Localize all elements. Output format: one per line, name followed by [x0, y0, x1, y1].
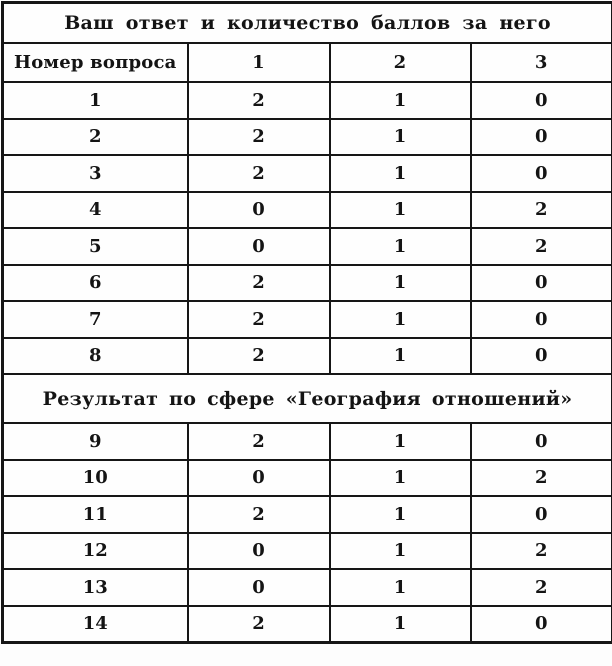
- score-cell: 1: [330, 228, 471, 265]
- score-cell: 0: [188, 533, 330, 570]
- score-cell: 2: [188, 606, 330, 643]
- score-cell: 1: [330, 533, 471, 570]
- score-cell: 1: [330, 496, 471, 533]
- table-row: [3, 155, 612, 192]
- table-row: [3, 119, 612, 156]
- header-question-number: Номер вопроса: [3, 43, 188, 82]
- score-cell: 0: [188, 228, 330, 265]
- score-cell: 1: [330, 423, 471, 460]
- score-cell: 0: [471, 338, 612, 375]
- table-title-row: [3, 3, 612, 44]
- question-number-cell: 13: [3, 569, 188, 606]
- table-row: [3, 460, 612, 497]
- table-row: [3, 423, 612, 460]
- question-number-cell: 12: [3, 533, 188, 570]
- score-cell: 0: [471, 301, 612, 338]
- question-number-cell: 7: [3, 301, 188, 338]
- score-cell: 0: [471, 496, 612, 533]
- score-cell: 1: [330, 301, 471, 338]
- question-number-cell: 10: [3, 460, 188, 497]
- score-cell: 1: [330, 460, 471, 497]
- score-cell: 0: [188, 460, 330, 497]
- score-cell: 2: [188, 155, 330, 192]
- score-cell: 0: [471, 82, 612, 119]
- score-cell: 1: [330, 569, 471, 606]
- table-row: [3, 192, 612, 229]
- score-cell: 0: [471, 606, 612, 643]
- score-cell: 2: [188, 265, 330, 302]
- question-number-cell: 5: [3, 228, 188, 265]
- question-number-cell: 9: [3, 423, 188, 460]
- header-answer-3: 3: [471, 43, 612, 82]
- table-row: [3, 228, 612, 265]
- table-row: [3, 606, 612, 643]
- table-row: [3, 82, 612, 119]
- question-number-cell: 2: [3, 119, 188, 156]
- question-number-cell: 3: [3, 155, 188, 192]
- table-row: [3, 338, 612, 375]
- score-cell: 2: [188, 301, 330, 338]
- question-number-cell: 1: [3, 82, 188, 119]
- score-cell: 1: [330, 338, 471, 375]
- rows-part1: [3, 82, 612, 374]
- rows-part2: [3, 423, 612, 643]
- score-cell: 2: [188, 423, 330, 460]
- score-cell: 0: [471, 119, 612, 156]
- question-number-cell: 11: [3, 496, 188, 533]
- header-answer-1: 1: [188, 43, 330, 82]
- score-cell: 0: [471, 155, 612, 192]
- table-header-row: [3, 43, 612, 82]
- score-cell: 2: [471, 192, 612, 229]
- table-row: [3, 496, 612, 533]
- score-cell: 2: [471, 460, 612, 497]
- header-answer-2: 2: [330, 43, 471, 82]
- table-row: [3, 533, 612, 570]
- table-row: [3, 569, 612, 606]
- score-cell: 0: [188, 192, 330, 229]
- question-number-cell: 14: [3, 606, 188, 643]
- score-cell: 2: [471, 228, 612, 265]
- question-number-cell: 4: [3, 192, 188, 229]
- question-number-cell: 8: [3, 338, 188, 375]
- table-row: [3, 265, 612, 302]
- score-cell: 2: [188, 338, 330, 375]
- section-title: Результат по сфере «География отношений»: [3, 374, 612, 423]
- score-cell: 1: [330, 606, 471, 643]
- score-cell: 1: [330, 192, 471, 229]
- score-cell: 1: [330, 82, 471, 119]
- score-cell: 1: [330, 119, 471, 156]
- score-cell: 2: [188, 119, 330, 156]
- question-number-cell: 6: [3, 265, 188, 302]
- score-cell: 0: [471, 423, 612, 460]
- table-row: [3, 301, 612, 338]
- score-cell: 2: [471, 533, 612, 570]
- score-cell: 2: [188, 496, 330, 533]
- section-title-row: [3, 374, 612, 423]
- score-cell: 1: [330, 265, 471, 302]
- score-cell: 2: [471, 569, 612, 606]
- score-cell: 2: [188, 82, 330, 119]
- table-title: Ваш ответ и количество баллов за него: [3, 3, 612, 44]
- answer-score-table: [1, 1, 612, 644]
- score-cell: 1: [330, 155, 471, 192]
- score-cell: 0: [471, 265, 612, 302]
- score-cell: 0: [188, 569, 330, 606]
